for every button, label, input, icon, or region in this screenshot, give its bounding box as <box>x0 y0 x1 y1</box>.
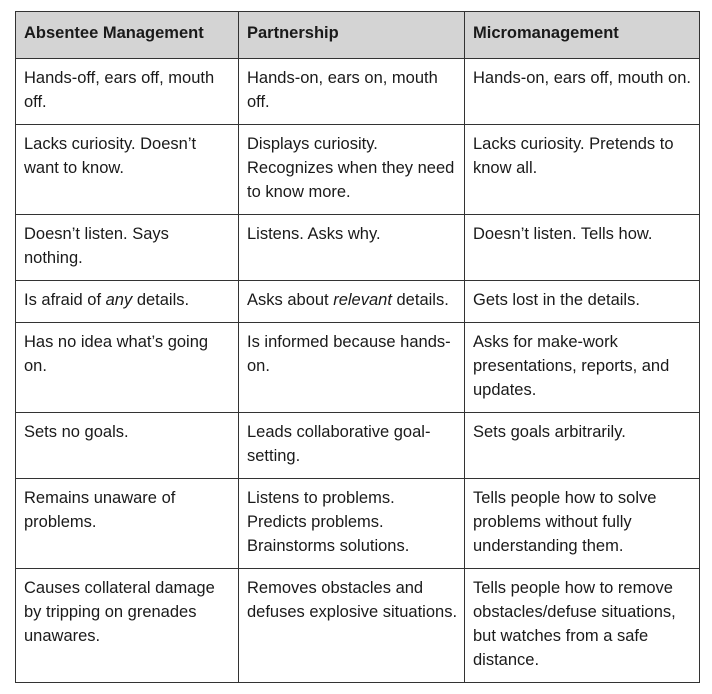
micromanagement-cell: Hands-on, ears off, mouth on. <box>465 59 700 125</box>
partnership-cell: Is informed because hands-on. <box>239 323 465 413</box>
micromanagement-cell: Asks for make-work presentations, reports, and updates. <box>465 323 700 413</box>
table-row <box>16 323 700 413</box>
absentee-cell: Hands-off, ears off, mouth off. <box>16 59 239 125</box>
cell-text-after: details. <box>391 291 449 309</box>
absentee-cell <box>16 281 239 323</box>
cell-text-after: details. <box>132 291 190 309</box>
partnership-cell: Listens to problems. Predicts problems. Brainstorms solutions. <box>239 479 465 569</box>
absentee-cell: Sets no goals. <box>16 413 239 479</box>
micromanagement-cell: Tells people how to remove obstacles/defuse situations, but watches from a safe distance. <box>465 569 700 683</box>
table-row <box>16 281 700 323</box>
absentee-cell: Has no idea what’s going on. <box>16 323 239 413</box>
table-row <box>16 569 700 683</box>
partnership-cell: Hands-on, ears on, mouth off. <box>239 59 465 125</box>
absentee-cell: Doesn’t listen. Says nothing. <box>16 215 239 281</box>
table-row <box>16 413 700 479</box>
table-row <box>16 479 700 569</box>
absentee-cell: Causes collateral damage by tripping on grenades unawares. <box>16 569 239 683</box>
table-row <box>16 125 700 215</box>
table-header <box>16 12 700 59</box>
cell-text-before: Asks about <box>247 291 334 309</box>
cell-text-before: Is afraid of <box>24 291 106 309</box>
header-row <box>16 12 700 59</box>
header-partnership: Partnership <box>239 12 465 59</box>
absentee-cell: Lacks curiosity. Doesn’t want to know. <box>16 125 239 215</box>
micromanagement-cell: Sets goals arbitrarily. <box>465 413 700 479</box>
cell-emphasis: relevant <box>333 291 392 309</box>
partnership-cell: Displays curiosity. Recognizes when they need to know more. <box>239 125 465 215</box>
micromanagement-cell: Doesn’t listen. Tells how. <box>465 215 700 281</box>
header-absentee-management: Absentee Management <box>16 12 239 59</box>
micromanagement-cell: Lacks curiosity. Pretends to know all. <box>465 125 700 215</box>
cell-emphasis: any <box>105 291 133 309</box>
partnership-cell: Removes obstacles and defuses explosive situations. <box>239 569 465 683</box>
table-body <box>16 59 700 683</box>
partnership-cell <box>239 281 465 323</box>
micromanagement-cell: Tells people how to solve problems without fully understanding them. <box>465 479 700 569</box>
management-comparison-table <box>15 11 700 683</box>
partnership-cell: Leads collaborative goal-setting. <box>239 413 465 479</box>
partnership-cell: Listens. Asks why. <box>239 215 465 281</box>
table-row <box>16 59 700 125</box>
micromanagement-cell: Gets lost in the details. <box>465 281 700 323</box>
header-micromanagement: Micromanagement <box>465 12 700 59</box>
table-row <box>16 215 700 281</box>
absentee-cell: Remains unaware of problems. <box>16 479 239 569</box>
